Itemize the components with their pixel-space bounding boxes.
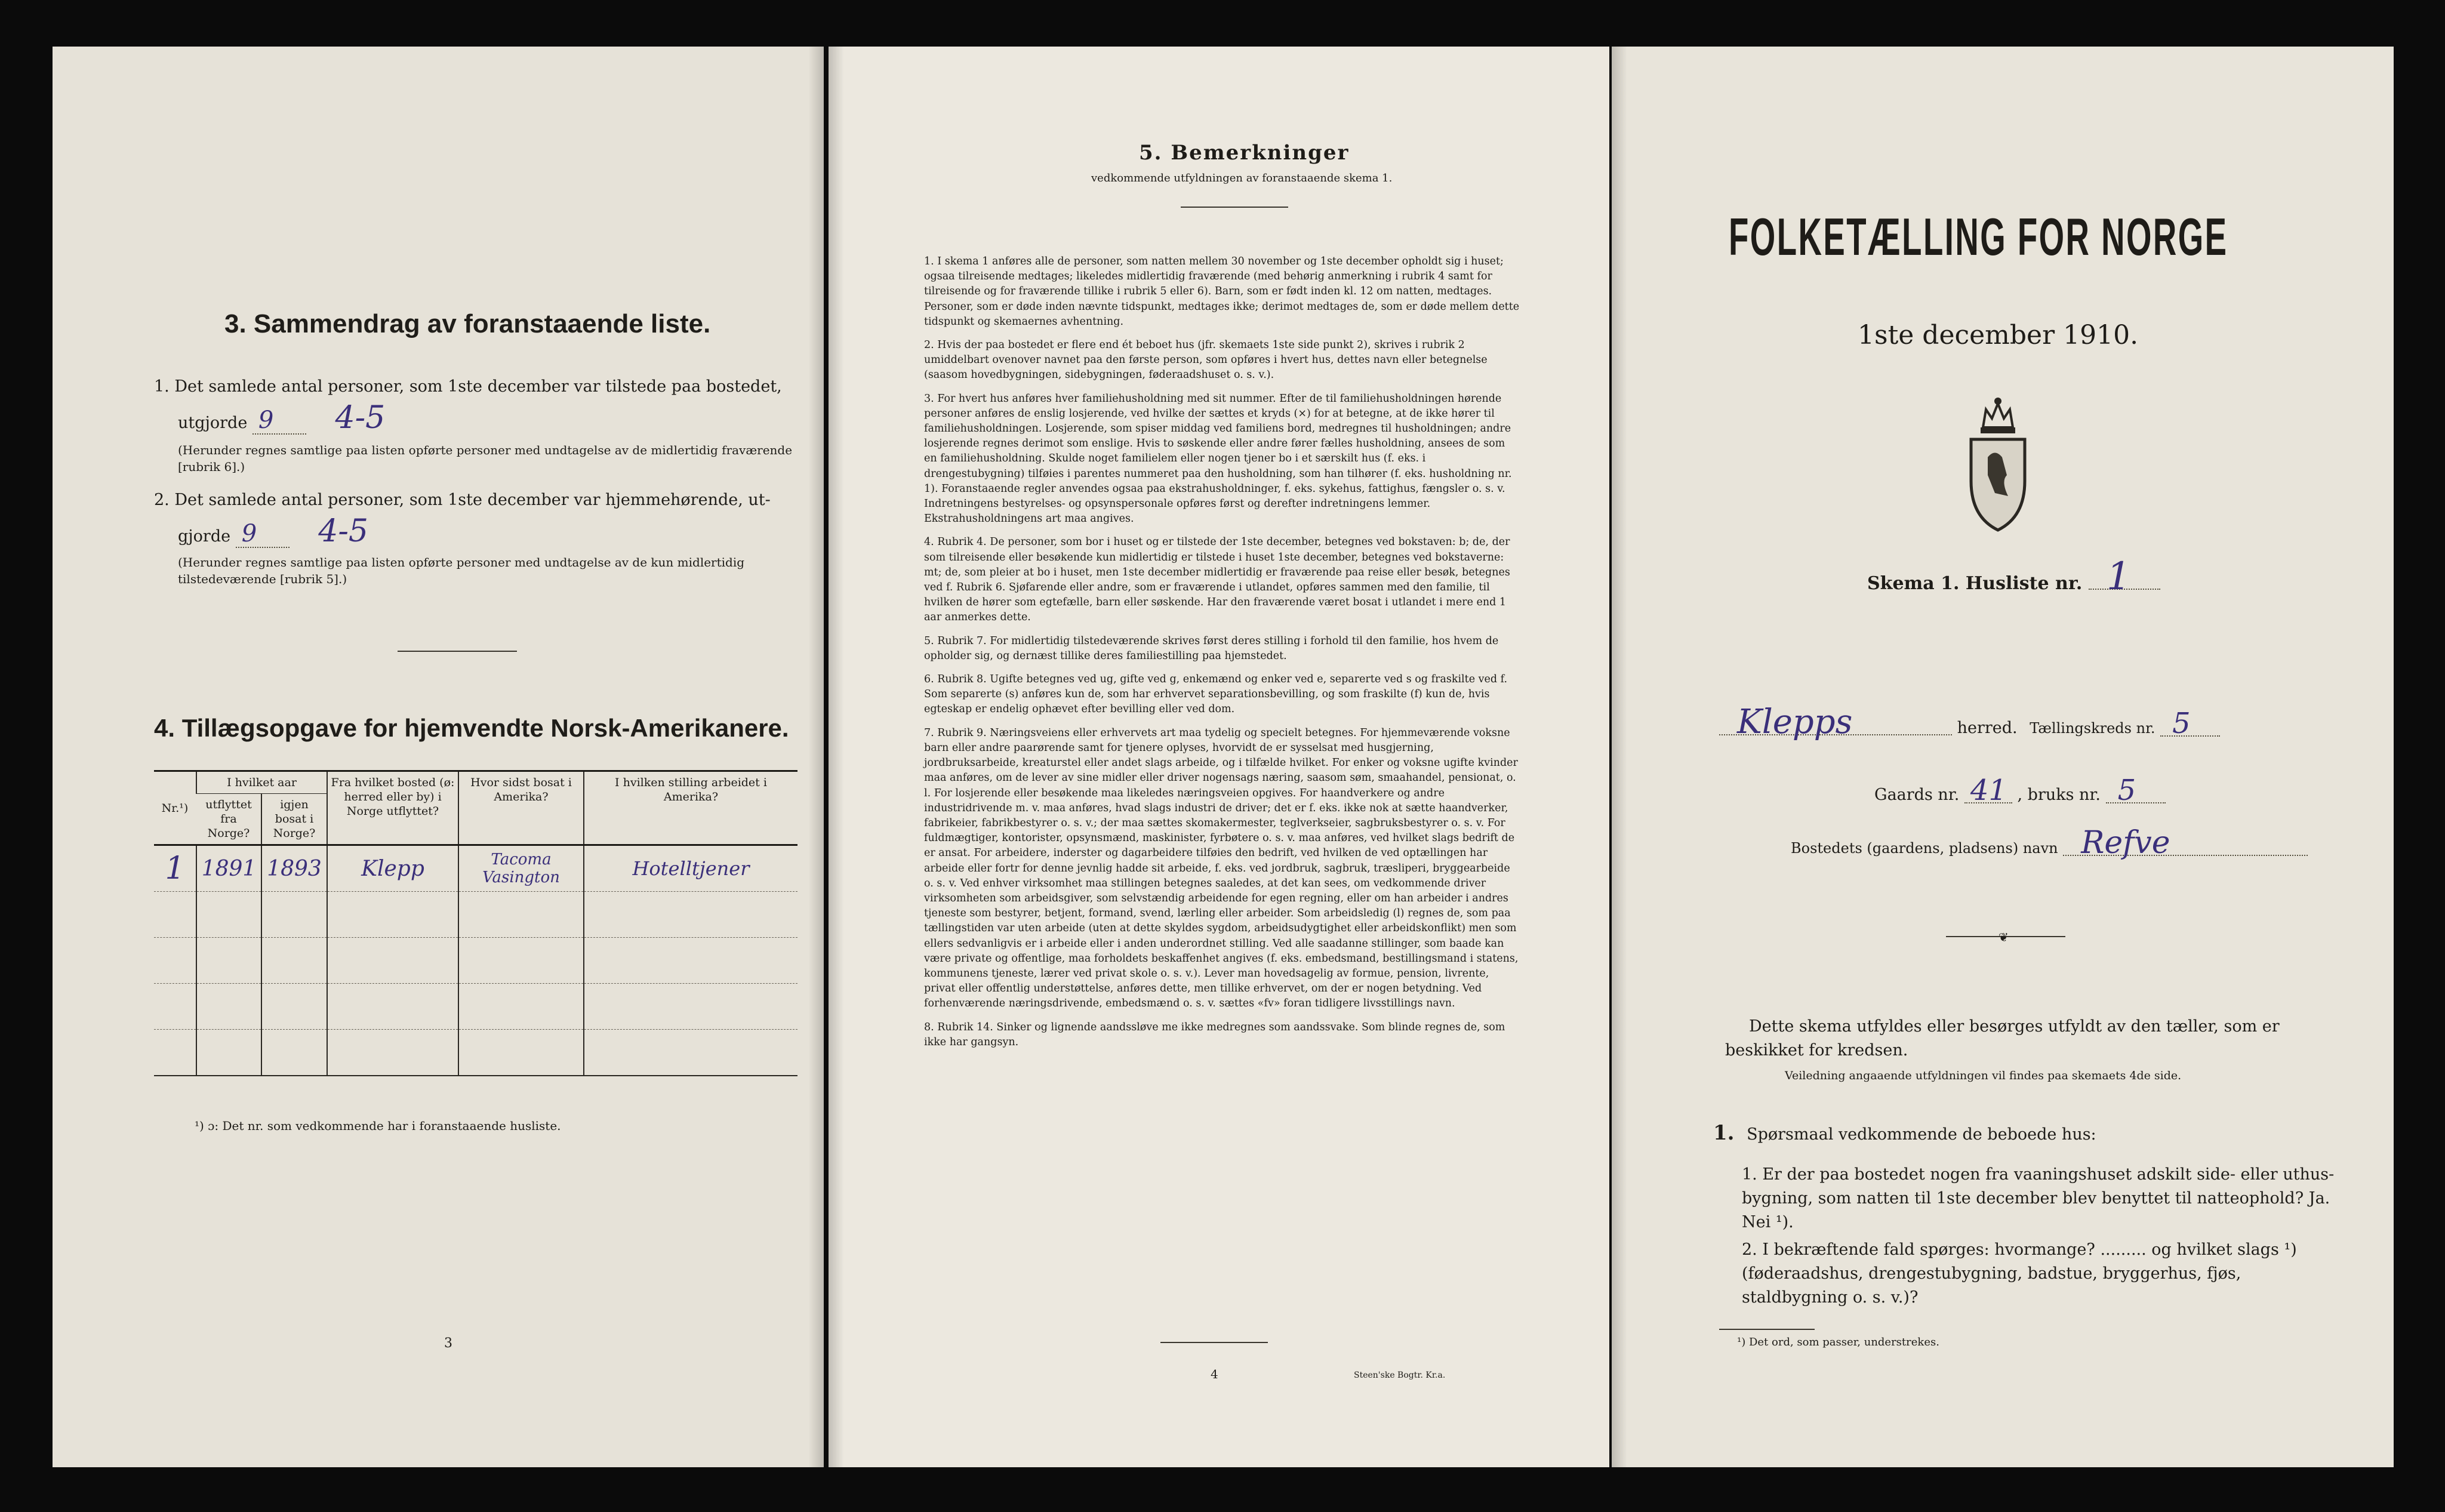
kreds-value: 5 xyxy=(2160,712,2220,737)
item1-line1: 1. Det samlede antal personer, som 1ste december var tilstede paa bostedet, xyxy=(154,377,782,396)
row-emigrated: 1891 xyxy=(196,845,261,892)
bosted-label: Bostedets (gaardens, pladsens) navn xyxy=(1791,840,2058,857)
skema-text: Skema 1. Husliste nr. xyxy=(1867,573,2083,594)
remarks-list xyxy=(924,254,1521,1058)
page-number: 4 xyxy=(1211,1367,1218,1381)
middle-page xyxy=(829,47,1609,1467)
divider xyxy=(1181,207,1288,208)
gaards-line xyxy=(1874,774,2166,807)
table-row xyxy=(154,892,797,938)
gaards-label: Gaards nr. xyxy=(1874,786,1960,804)
row-last-residence-top: Tacoma xyxy=(491,851,552,869)
remarks-subtitle: vedkommende utfyldningen av foranstaaende skema 1. xyxy=(1091,172,1393,184)
divider xyxy=(1719,1329,1815,1330)
bosted-line xyxy=(1791,825,2308,861)
gaards-value: 41 xyxy=(1964,778,2012,803)
item2-value: 9 xyxy=(236,521,290,548)
table-row xyxy=(154,845,797,892)
col-returned: igjen bosat i Norge? xyxy=(261,794,327,845)
bruks-value: 5 xyxy=(2106,778,2166,803)
census-date: 1ste december 1910. xyxy=(1858,320,2139,350)
row-nr: 1 xyxy=(154,845,196,892)
row-from-place: Klepp xyxy=(327,845,458,892)
remark-item: 8. Rubrik 14. Sinker og lignende aandssløve me ikke medregnes som aandssvake. Som blinde regnes de, som ikke har gangsyn. xyxy=(924,1021,1505,1048)
divider xyxy=(1160,1342,1268,1343)
question-2: 2. I bekræftende fald spørges: hvormange? ......... og hvilket slags ¹) (føderaadshus, drengestubygning, badstue, bryggerhus, fjøs, staldbygning o. s. v.)? xyxy=(1742,1240,2297,1307)
divider xyxy=(398,651,517,652)
page-fold-shadow xyxy=(1612,47,1627,1467)
col-nr: Nr.¹) xyxy=(154,771,196,845)
item1-value: 9 xyxy=(252,407,306,435)
item1-prefix: utgjorde xyxy=(178,414,248,432)
coat-of-arms-icon xyxy=(1959,392,2037,535)
item1-note: (Herunder regnes samtlige paa listen opførte personer med undtagelse av de midlertidig fraværende [rubrik 6].) xyxy=(178,443,793,474)
question-1: 1. Er der paa bostedet nogen fra vaaningshuset adskilt side- eller uthus-bygning, som natten til 1ste december blev benyttet til natteophold? Ja. Nei ¹). xyxy=(1742,1165,2335,1231)
row-last-residence xyxy=(458,845,584,892)
item1-extra: 4-5 xyxy=(335,400,386,436)
remark-item: 5. Rubrik 7. For midlertidig tilstedeværende skrives først deres stilling i forhold til den familie, hos hvem de opholder sig, og dernæst tillike deres familiestilling paa hjemstedet. xyxy=(924,635,1499,662)
remark-item: 7. Rubrik 9. Næringsveiens eller erhvervets art maa tydelig og specielt betegnes. For hjemmeværende voksne barn eller andre paarørende samt for tjenere oplyses, hvorvidt de er sysselsat med husgjerning, jordbruksarbeide, kreaturstel eller andet slags arbeide, og i tilfælde hvilket. For enker og voksne ugifte kvinder maa anføres, om de lever av sine midler eller driver nogensags næring, saasom søm, smaahandel, pensionat, o. l. For losjerende eller besøkende maa likeledes næringsveien opgives. For haandverkere og andre industridrivende m. v. maa anføres, hvad slags industri de driver; det er f. eks. ikke nok at sætte haandverker, fabrikeier, fabrikbestyrer o. s. v.; der maa sættes skomakermester, teglverkseier, sagbruksbestyrer o. s. v. For fuldmægtiger, kontorister, opsynsmænd, maskinister, fyrbøtere o. s. v. maa anføres, ved hvilket slags bedrift de er ansat. For arbeidere, inderster og dagarbeidere tilføies den bedrift, ved hvilken de ved optællingen har arbeide eller fortr for denne jevnlig hadde sit arbeide, f. eks. ved jordbruk, sagbruk, træsliperi, bryggearbeide o. s. v. Ved enhver virksomhet maa stillingen betegnes saaledes, at det kan sees, om vedkommende driver virksomheten som arbeidsgiver, som selvstændig arbeidende for egen regning, eller om han arbeider i andres tjeneste som bestyrer, betjent, formand, svend, lærling eller arbeider. Som arbeidsledig (l) regnes de, som paa tællingstiden var uten arbeide (uten at dette skyldes sygdom, arbeidsudygtighet eller arbeidskonflikt) men som ellers sedvanligvis er i arbeide eller i anden underordnet stilling. Ved alle saadanne stillinger, som baade kan være private og offentlige, maa forholdets beskaffenhet angives (f. eks. embedsmand, bestillingsmand i statens, kommunens tjeneste, lærer ved privat skole o. s. v.). Lever man hovedsagelig av formue, pension, livrente, privat eller offentlig understøttelse, anføres dette, men tillike erhvervet, om der er nogen betydning. Ved forhenværende næringsdrivende, embedsmænd o. s. v. sættes «fv» foran tidligere livsstillings navn. xyxy=(924,726,1519,1010)
item2-note: (Herunder regnes samtlige paa listen opførte personer med undtagelse av de kun midlertidig tilstedeværende [rubrik 5].) xyxy=(178,555,745,586)
kreds-label: Tællingskreds nr. xyxy=(2030,720,2155,737)
bosted-value: Refve xyxy=(2063,831,2308,856)
col-which-year: I hvilket aar xyxy=(196,771,327,794)
guidance-text: Veiledning angaaende utfyldningen vil findes paa skemaets 4de side. xyxy=(1785,1069,2182,1082)
right-page xyxy=(1612,47,2394,1467)
table-footnote: ¹) ɔ: Det nr. som vedkommende har i foranstaaende husliste. xyxy=(195,1119,561,1133)
remarks-title: 5. Bemerkninger xyxy=(1139,141,1350,165)
printer-mark: Steen'ske Bogtr. Kr.a. xyxy=(1354,1371,1446,1380)
page-number: 3 xyxy=(444,1336,452,1351)
item2-extra: 4-5 xyxy=(318,513,369,549)
remark-item: 1. I skema 1 anføres alle de personer, som natten mellem 30 november og 1ste december opholdt sig i huset; ogsaa tilreisende medtages; likeledes midlertidig fraværende (med behørig anmerkning i rubrik 4 samt for tilreisende og for fraværende tillike i rubrik 5 eller 6). Barn, som er født inden kl. 12 om natten, medtages. Personer, som er døde inden nævnte tidspunkt, medtages ikke; derimot medtages de, som er døde mellem dette tidspunkt og skemaernes avhentning. xyxy=(924,255,1520,328)
question-heading-text: Spørsmaal vedkommende de beboede hus: xyxy=(1747,1125,2096,1144)
table-row xyxy=(154,938,797,984)
item2-prefix: gjorde xyxy=(178,527,231,546)
item2-line1: 2. Det samlede antal personer, som 1ste december var hjemmehørende, ut- xyxy=(154,491,771,509)
question-heading xyxy=(1713,1121,2096,1147)
col-occupation: I hvilken stilling arbeidet i Amerika? xyxy=(584,771,797,845)
instruction-text: Dette skema utfyldes eller besørges utfyldt av den tæller, som er beskikket for kredsen. xyxy=(1725,1017,2280,1060)
row-returned: 1893 xyxy=(261,845,327,892)
section3-title: 3. Sammendrag av foranstaaende liste. xyxy=(224,309,711,338)
footnote: ¹) Det ord, som passer, understrekes. xyxy=(1737,1336,1939,1348)
table-row xyxy=(154,1030,797,1076)
remark-item: 4. Rubrik 4. De personer, som bor i huset og er tilstede der 1ste december, betegnes ved bokstaven: b; de, der som tilreisende eller besøkende kun midlertidig er tilstede i huset 1ste december, betegnes ved bokstaverne: mt; de, som pleier at bo i huset, men 1ste december midlertidig er fraværende paa reise eller besøk, betegnes ved f. Rubrik 6. Sjøfarende eller andre, som er fraværende i utlandet, opføres sammen med den familie, til hvilken de hører som egtefælle, barn eller søskende. Har den fraværende været bosat i utlandet i mere end 1 aar anmerkes dette. xyxy=(924,536,1510,624)
item2-line2 xyxy=(178,513,369,550)
section4-title: 4. Tillægsopgave for hjemvendte Norsk-Amerikanere. xyxy=(154,714,789,742)
item1-line2 xyxy=(178,400,386,436)
ornament-icon: ❦ xyxy=(1999,930,2009,944)
remark-item: 2. Hvis der paa bostedet er flere end ét beboet hus (jfr. skemaets 1ste side punkt 2), skrives i rubrik 2 umiddelbart ovenover navnet paa den første person, som opføres i hvert hus, dettes navn eller betegnelse (saasom hovedbygningen, sidebygningen, føderaadshuset o. s. v.). xyxy=(924,339,1488,381)
col-emigrated: utflyttet fra Norge? xyxy=(196,794,261,845)
norsk-amerikanere-table xyxy=(154,770,797,1076)
col-from-place: Fra hvilket bosted (ø: herred eller by) i Norge utflyttet? xyxy=(327,771,458,845)
census-title: FOLKETÆLLING FOR NORGE xyxy=(1729,207,2228,266)
row-occupation: Hotelltjener xyxy=(584,845,797,892)
herred-value: Klepps xyxy=(1719,710,1952,735)
page-fold-shadow xyxy=(808,47,824,1467)
remark-item: 6. Rubrik 8. Ugifte betegnes ved ug, gifte ved g, enkemænd og enker ved e, separerte ved s og fraskilte ved f. Som separerte (s) anføres kun de, som har erhvervet separationsbevilling, og som fraskilte (f) kun de, hvis egteskap er endelig ophævet efter bevilling eller ved dom. xyxy=(924,673,1508,716)
herred-line xyxy=(1719,703,2352,741)
page-fold-shadow xyxy=(829,47,844,1467)
row-last-residence-main: Vasington xyxy=(482,869,560,886)
herred-label: herred. xyxy=(1957,719,2018,737)
bruks-label: , bruks nr. xyxy=(2017,786,2101,804)
question-heading-number: 1. xyxy=(1713,1121,1735,1145)
husliste-nr: 1 xyxy=(2089,565,2160,590)
left-page xyxy=(53,47,824,1467)
table-row xyxy=(154,984,797,1030)
col-last-residence: Hvor sidst bosat i Amerika? xyxy=(458,771,584,845)
remark-item: 3. For hvert hus anføres hver familiehusholdning med sit nummer. Efter de til familiehusholdningen hørende personer anføres de enslig losjerende, ved hvilke der sættes et kryds (×) for at betegne, at de ikke hører til familiehusholdningen. Losjerende, som spiser middag ved familiens bord, medregnes til husholdningen; andre losjerende regnes derimot som enslige. Hvis to søskende eller andre fører fælles husholdning, ansees de som en familiehusholdning. Skulde noget familielem eller nogen tjener bo i et særskilt hus (f. eks. i drengestubygning) tilføies i parentes nummeret paa den husholdning, som han tilhører (f. eks. husholdning nr. 1). Foranstaaende regler anvendes ogsaa paa ekstrahusholdninger, f. eks. sykehus, fattighus, fængsler o. s. v. Indretningens bestyrelses- og opsynspersonale opføres først og derefter indretningens lemmer. Ekstrahusholdningens art maa angives. xyxy=(924,392,1512,525)
skema-label xyxy=(1867,555,2160,599)
